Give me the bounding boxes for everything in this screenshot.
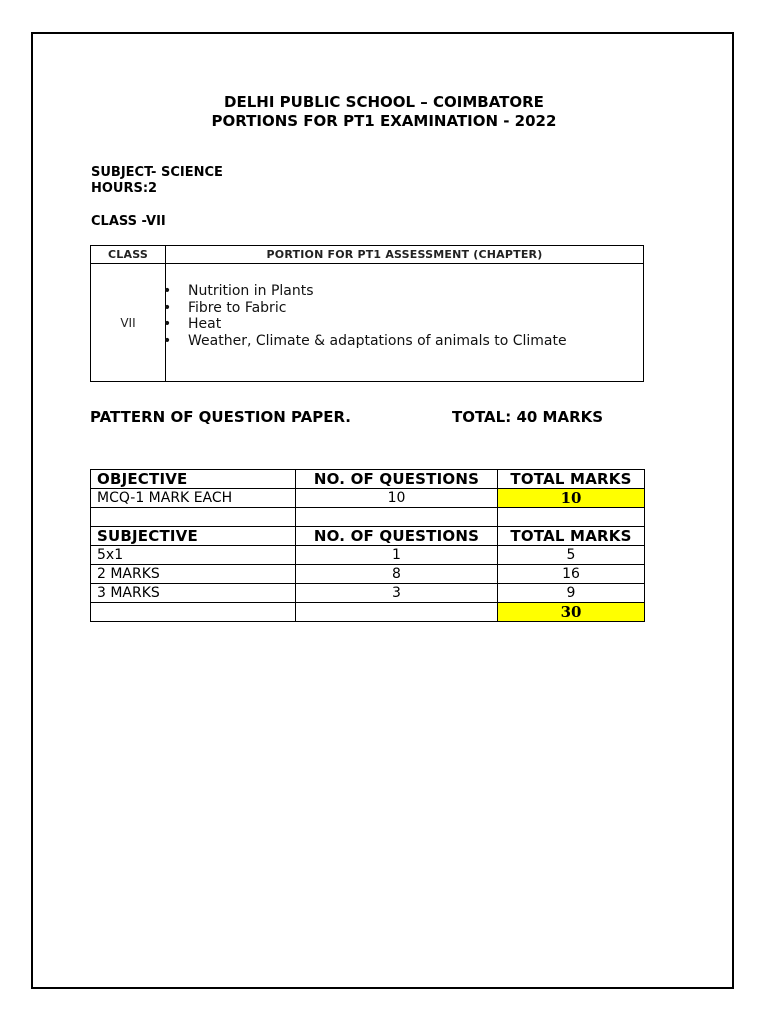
- subjective-total-marks: 30: [498, 603, 645, 622]
- subjective-total-row: [91, 603, 645, 622]
- row-type: 2 MARKS: [91, 565, 296, 584]
- row-type: 5x1: [91, 546, 296, 565]
- subject-label: SUBJECT- SCIENCE: [91, 165, 223, 180]
- class-column-header: CLASS: [91, 246, 166, 264]
- portion-table-row: [91, 264, 644, 382]
- objective-header-row: [91, 470, 645, 489]
- class-value: VII: [91, 264, 166, 382]
- table-row: [91, 489, 645, 508]
- chapter-item: • Heat: [166, 316, 643, 333]
- row-questions: 10: [296, 489, 498, 508]
- portion-table: [90, 245, 644, 382]
- pattern-total: TOTAL: 40 MARKS: [452, 408, 604, 426]
- class-label: CLASS -VII: [91, 214, 166, 229]
- chapter-item: • Nutrition in Plants: [166, 283, 643, 300]
- table-row: [91, 584, 645, 603]
- pattern-title: PATTERN OF QUESTION PAPER.: [90, 408, 351, 426]
- chapter-item: • Fibre to Fabric: [166, 300, 643, 317]
- subject-info: [91, 165, 223, 197]
- objective-header: OBJECTIVE: [91, 470, 296, 489]
- row-type: 3 MARKS: [91, 584, 296, 603]
- subjective-header-row: [91, 527, 645, 546]
- exam-title: PORTIONS FOR PT1 EXAMINATION - 2022: [211, 112, 557, 130]
- row-marks: 16: [498, 565, 645, 584]
- row-questions: 3: [296, 584, 498, 603]
- table-row: [91, 565, 645, 584]
- spacer-row: [91, 508, 645, 527]
- total-marks-header: TOTAL MARKS: [498, 527, 645, 546]
- document-heading: [0, 93, 768, 131]
- row-questions: 8: [296, 565, 498, 584]
- row-marks: 9: [498, 584, 645, 603]
- questions-header: NO. OF QUESTIONS: [296, 470, 498, 489]
- marks-table: [90, 469, 645, 622]
- total-marks-header: TOTAL MARKS: [498, 470, 645, 489]
- row-questions: 1: [296, 546, 498, 565]
- portion-column-header: PORTION FOR PT1 ASSESSMENT (CHAPTER): [166, 246, 644, 264]
- subjective-header: SUBJECTIVE: [91, 527, 296, 546]
- portion-table-header: [91, 246, 644, 264]
- chapter-item: • Weather, Climate & adaptations of animals to Climate: [166, 333, 643, 350]
- chapter-list-cell: [166, 264, 644, 382]
- row-marks: 5: [498, 546, 645, 565]
- class-info: [91, 214, 166, 230]
- objective-total-marks: 10: [498, 489, 645, 508]
- row-type: MCQ-1 MARK EACH: [91, 489, 296, 508]
- table-row: [91, 546, 645, 565]
- school-name: DELHI PUBLIC SCHOOL – COIMBATORE: [224, 93, 544, 111]
- chapter-list: [166, 283, 643, 349]
- hours-label: HOURS:2: [91, 181, 158, 196]
- questions-header: NO. OF QUESTIONS: [296, 527, 498, 546]
